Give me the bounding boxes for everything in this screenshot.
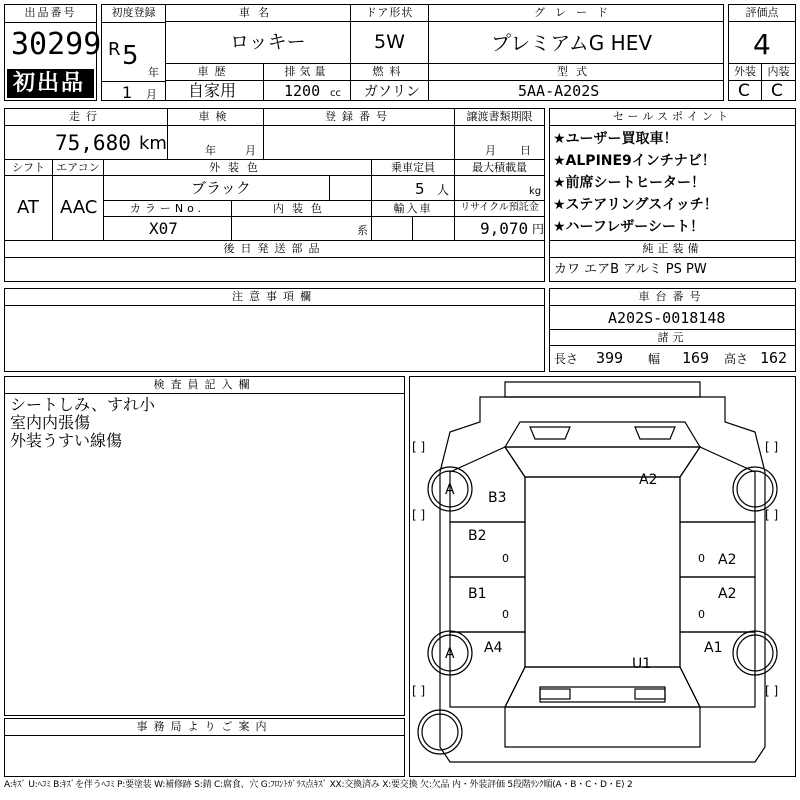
recycle-unit: 円 xyxy=(532,222,545,236)
grade-value: プレミアムG HEV xyxy=(491,31,653,55)
max-load-label: 最大積載量 xyxy=(472,161,527,174)
reg-number-label: 登録番号 xyxy=(325,110,393,123)
height-label: 高さ xyxy=(724,352,749,366)
mark-zero: 0 xyxy=(502,552,509,565)
first-reg-label: 初度登録 xyxy=(111,6,156,19)
legend-text: A:ｷｽﾞ U:ﾍｺﾐ B:ｷｽﾞを伴うﾍｺﾐ P:要塗装 W:補修跡 S:錆 C:腐食、穴 G:ﾌﾛﾝﾄｶﾞﾗｽ点ｷｽﾞ XX:交換済み X:要交換 欠:欠品 内・外装評価 5段階ﾗﾝｸ順(A・B・C・D・E) 2 xyxy=(4,780,633,790)
chassis-title: 車台番号 xyxy=(638,290,707,303)
exterior-color-value: ブラック xyxy=(191,179,251,197)
mark-a2-right-rear-door: A2 xyxy=(718,586,737,602)
length-value: 399 xyxy=(596,349,624,367)
lot-label: 出品番号 xyxy=(24,6,77,19)
diagram-bracket-right-top: [ ] xyxy=(765,440,779,454)
equipment-box xyxy=(549,240,796,282)
model-label: 型式 xyxy=(557,65,595,78)
model-value: 5AA-A202S xyxy=(518,82,600,100)
diagram-bracket-left-low: [ ] xyxy=(412,684,426,698)
diagram-bracket-right-low: [ ] xyxy=(765,684,779,698)
details-box xyxy=(4,108,545,241)
mark-front-left-wheel: A xyxy=(445,482,455,498)
mark-zero: 0 xyxy=(502,608,509,621)
fuel-label: 燃料 xyxy=(372,65,407,78)
mark-rear-left-wheel: A xyxy=(445,646,455,662)
car-outline xyxy=(410,377,795,776)
recycle-value: 9,070 xyxy=(480,219,529,238)
shift-value: AT xyxy=(17,197,39,218)
door-label: ドア形状 xyxy=(365,6,414,19)
fuel-value: ガソリン xyxy=(364,84,420,100)
first-listing-badge xyxy=(7,69,94,98)
door-value: 5W xyxy=(374,31,405,53)
score-label: 評価点 xyxy=(745,6,779,19)
mark-a4: A4 xyxy=(484,640,503,656)
recycle-label: リサイクル預託金 xyxy=(460,202,539,213)
interior-color-label: 内装色 xyxy=(273,202,330,215)
inspector-line: シートしみ、すれ小 xyxy=(10,395,155,414)
grade-label: グレード xyxy=(534,6,618,19)
inspection-month-unit: 月 xyxy=(245,144,256,157)
displacement-label: 排気量 xyxy=(284,65,330,78)
equipment-value: カワ エアB アルミ PS PW xyxy=(554,262,707,277)
score-value: 4 xyxy=(753,28,771,61)
reg-month: 1 xyxy=(122,83,133,102)
sales-point-item: ★ユーザー買取車！ xyxy=(553,131,678,147)
capacity-unit: 人 xyxy=(437,183,450,197)
transfer-label: 譲渡書類期限 xyxy=(466,110,533,123)
mark-a1: A1 xyxy=(704,640,723,656)
aircon-label: エアコン xyxy=(56,161,100,174)
mileage-value: 75,680 xyxy=(55,131,131,155)
mark-zero: 0 xyxy=(698,608,705,621)
mark-a2-right-front-door: A2 xyxy=(718,552,737,568)
later-parts-title: 後日発送部品 xyxy=(223,242,326,255)
car-name-label: 車名 xyxy=(239,6,277,19)
inspection-year-unit: 年 xyxy=(205,144,216,157)
height-value: 162 xyxy=(760,349,788,367)
transfer-day-unit: 日 xyxy=(520,144,531,157)
capacity-value: 5 xyxy=(415,180,425,198)
sales-point-item: ★ステアリングスイッチ！ xyxy=(553,197,718,213)
chassis-box xyxy=(549,288,796,372)
year-unit: 年 xyxy=(148,66,159,79)
mark-zero: 0 xyxy=(698,552,705,565)
vehicle-info-box xyxy=(165,4,724,101)
notes-box xyxy=(4,288,545,372)
sales-points-title: セールスポイント xyxy=(612,110,732,123)
width-value: 169 xyxy=(682,349,710,367)
damage-diagram xyxy=(409,376,796,777)
color-no-label: カラーNo. xyxy=(129,202,206,215)
sales-points-box xyxy=(549,108,796,241)
era-prefix: R xyxy=(108,39,121,60)
chassis-number: A202S-0018148 xyxy=(608,309,726,327)
exterior-grade-value: C xyxy=(738,81,750,101)
displacement-value: 1200 xyxy=(284,82,321,100)
max-load-unit: kg xyxy=(529,186,542,197)
mileage-unit: km xyxy=(139,133,167,154)
sales-point-item: ★ALPINE9インチナビ！ xyxy=(553,153,716,169)
interior-color-suffix: 系 xyxy=(357,224,368,237)
exterior-color-label: 外装色 xyxy=(209,161,266,174)
reg-year: 5 xyxy=(122,41,139,71)
lot-number: 30299 xyxy=(11,27,102,62)
displacement-unit: cc xyxy=(330,88,341,99)
diagram-bracket-left-top: [ ] xyxy=(412,440,426,454)
diagram-bracket-left-mid: [ ] xyxy=(412,508,426,522)
capacity-label: 乗車定員 xyxy=(391,161,435,174)
mark-b2: B2 xyxy=(468,528,487,544)
history-value: 自家用 xyxy=(188,81,237,100)
transfer-month-unit: 月 xyxy=(485,144,496,157)
inspector-title: 検査員記入欄 xyxy=(153,378,256,391)
inspector-line: 室内内張傷 xyxy=(10,413,91,432)
width-label: 幅 xyxy=(648,352,661,366)
shift-label: シフト xyxy=(12,161,45,174)
mark-a2-roof: A2 xyxy=(639,472,658,488)
score-box xyxy=(728,4,796,101)
diagram-bracket-right-mid: [ ] xyxy=(765,508,779,522)
first-listing-badge-text: 初出品 xyxy=(13,71,86,96)
office-box xyxy=(4,718,405,777)
inspection-label: 車検 xyxy=(198,110,233,123)
mileage-label: 走行 xyxy=(69,110,103,123)
sales-point-item: ★前席シートヒーター！ xyxy=(553,175,705,191)
notes-title: 注意事項欄 xyxy=(232,290,317,303)
mark-b1: B1 xyxy=(468,586,487,602)
office-title: 事務局よりご案内 xyxy=(136,720,273,733)
first-registration-box xyxy=(101,4,166,101)
exterior-grade-label: 外装 xyxy=(734,65,756,78)
mark-b3: B3 xyxy=(488,490,507,506)
length-label: 長さ xyxy=(554,352,579,366)
inspector-box xyxy=(4,376,405,716)
inspector-line: 外装うすい線傷 xyxy=(10,431,123,450)
aircon-value: AAC xyxy=(60,197,98,218)
import-label: 輸入車 xyxy=(393,202,433,215)
interior-grade-label: 内装 xyxy=(767,65,790,78)
specs-title: 諸元 xyxy=(657,331,688,344)
lot-box xyxy=(4,4,102,101)
month-unit: 月 xyxy=(146,88,157,101)
car-name: ロッキー xyxy=(230,31,306,53)
history-label: 車歴 xyxy=(197,65,232,78)
color-no-value: X07 xyxy=(149,219,178,238)
sales-point-item: ★ハーフレザーシート！ xyxy=(553,219,705,235)
mark-u1: U1 xyxy=(632,656,652,672)
later-parts-box xyxy=(4,240,545,282)
equipment-title: 純正装備 xyxy=(642,242,703,255)
interior-grade-value: C xyxy=(771,81,783,101)
